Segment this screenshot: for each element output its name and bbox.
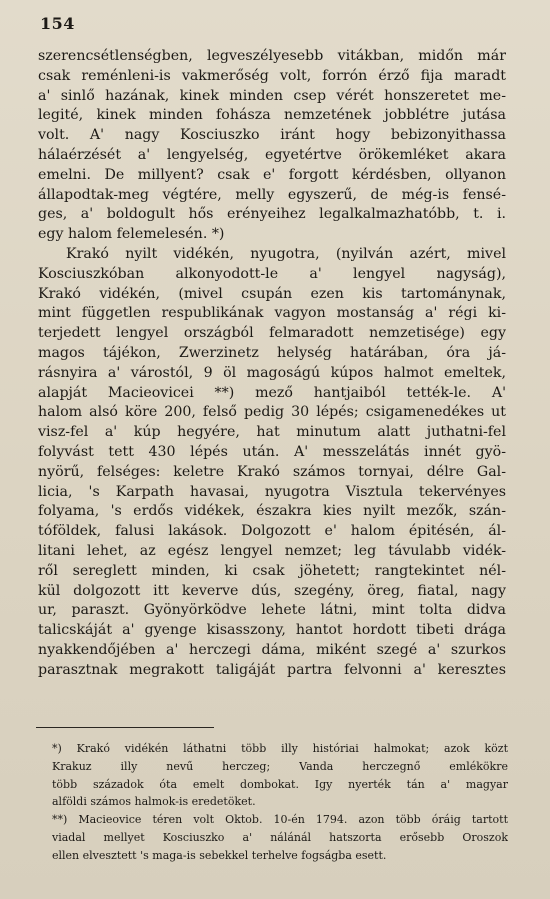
text-line: licia, 's Karpath havasai, nyugotra Visztula tekervényes xyxy=(38,483,506,500)
footnote-line: viadal mellyet Kosciuszko a' nálánál hatszorta erősebb Oroszok xyxy=(52,830,508,844)
page-number: 154 xyxy=(40,14,75,33)
text-line: folyama, 's erdős vidékek, északra kies nyilt mezők, szán- xyxy=(38,503,506,520)
footnotes xyxy=(52,740,508,865)
text-line: legité, kinek minden fohásza nemzetének jobblétre jutása xyxy=(38,107,506,124)
text-line: tóföldek, falusi lakások. Dolgozott e' halom épitésén, ál- xyxy=(38,523,506,540)
text-line: folyvást tett 430 lépés után. A' messzelátás innét gyö- xyxy=(38,443,506,460)
text-line: ur, paraszt. Gyönyörködve lehete látni, mint tolta didva xyxy=(38,602,506,619)
text-line: Krakó vidékén, (mivel csupán ezen kis tartománynak, xyxy=(38,285,506,302)
footnote-line: több századok óta emelt dombokat. Igy nyerték tán a' magyar xyxy=(52,777,508,791)
text-line: halom alsó köre 200, felső pedig 30 lépés; csigamenedékes ut xyxy=(38,404,506,421)
text-line: ről sereglett minden, ki csak jöhetett; rangtekintet nél- xyxy=(38,562,506,579)
text-line: parasztnak megrakott taligáját partra felvonni a' keresztes xyxy=(38,661,506,678)
text-line: szerencsétlenségben, legveszélyesebb vitákban, midőn már xyxy=(38,48,506,64)
footnote-line: **) Macieovice téren volt Oktob. 10-én 1794. azon több óráig tartott xyxy=(52,813,508,827)
text-line: csak reménleni-is vakmerőség volt, forrón érző fija maradt xyxy=(38,67,506,84)
text-line: nyakkendőjében a' herczegi dáma, miként szegé a' szurkos xyxy=(38,641,506,658)
text-line: Kosciuszkóban alkonyodott-le a' lengyel nagyság), xyxy=(38,265,506,282)
text-line: magos tájékon, Zwerzinetz helység határában, óra já- xyxy=(38,344,506,361)
footnote-line: alföldi számos halmok-is eredetöket. xyxy=(52,795,256,809)
text-line: alapját Macieovicei **) mező hantjaiból tették-le. A' xyxy=(38,384,506,401)
text-line: emelni. De millyent? csak e' forgott kérdésben, ollyanon xyxy=(38,166,506,183)
text-line: egy halom felemelesén. *) xyxy=(38,226,225,243)
text-line: hálaérzését a' lengyelség, egyetértve örökemléket akara xyxy=(38,146,506,163)
text-line: terjedett lengyel országból felmaradott nemzetisége) egy xyxy=(38,325,506,342)
text-line: ges, a' boldogult hős erényeihez legalkalmazhatóbb, t. i. xyxy=(38,206,506,223)
text-line: talicskáját a' gyenge kisasszony, hantot hordott tibeti drága xyxy=(38,622,506,639)
text-line: a' sinlő hazának, kinek minden csep vérét honszeretet me- xyxy=(38,87,506,104)
text-line: mint független respublikának vagyon mostanság a' régi ki- xyxy=(38,305,506,322)
text-line: rásnyira a' várostól, 9 öl magoságú kúpos halmot emeltek, xyxy=(38,364,506,381)
footnote-line: ellen elvesztett 's maga-is sebekkel terhelve fogságba esett. xyxy=(52,848,387,862)
text-line: litani lehet, az egész lengyel nemzet; leg távulabb vidék- xyxy=(38,542,506,559)
footnote-divider xyxy=(36,727,214,728)
footnote-line: *) Krakó vidékén láthatni több illy históriai halmokat; azok közt xyxy=(52,742,508,755)
text-line: Krakó nyilt vidékén, nyugotra, (nyilván azért, mivel xyxy=(66,245,506,262)
text-line: kül dolgozott itt keverve dús, szegény, öreg, fiatal, nagy xyxy=(38,582,506,599)
footnote-line: Krakuz illy nevű herczeg; Vanda herczegnő emlékökre xyxy=(52,759,508,773)
text-line: volt. A' nagy Kosciuszko iránt hogy bebizonyithassa xyxy=(38,127,506,144)
main-text xyxy=(38,47,506,681)
text-line: nyörű, felséges: keletre Krakó számos tornyai, délre Gal- xyxy=(38,463,506,480)
text-line: állapodtak-meg végtére, melly egyszerű, de még-is fensé- xyxy=(38,186,506,203)
text-line: visz-fel a' kúp hegyére, hat minutum alatt juthatni-fel xyxy=(38,424,506,441)
